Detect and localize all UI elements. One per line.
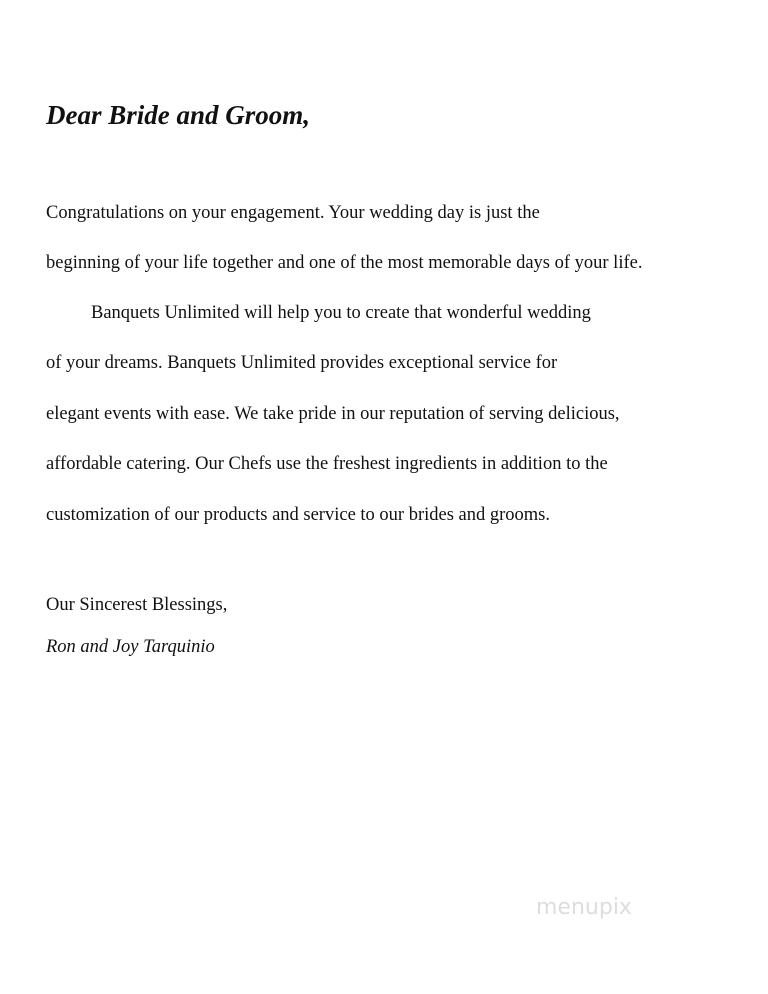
body-line: beginning of your life together and one of the most memorable days of your life. bbox=[46, 253, 643, 273]
body-line: affordable catering. Our Chefs use the freshest ingredients in addition to the bbox=[46, 454, 608, 474]
signature: Ron and Joy Tarquinio bbox=[46, 637, 215, 657]
closing: Our Sincerest Blessings, bbox=[46, 595, 228, 615]
body-line: Congratulations on your engagement. Your wedding day is just the bbox=[46, 203, 540, 223]
body-line: customization of our products and service to our brides and grooms. bbox=[46, 505, 551, 525]
body-line: elegant events with ease. We take pride in our reputation of serving delicious, bbox=[46, 404, 620, 424]
salutation: Dear Bride and Groom, bbox=[46, 100, 311, 130]
body-line: of your dreams. Banquets Unlimited provides exceptional service for bbox=[46, 353, 558, 373]
body-line: Banquets Unlimited will help you to create that wonderful wedding bbox=[91, 303, 591, 323]
watermark-logo: menupix bbox=[536, 895, 632, 920]
